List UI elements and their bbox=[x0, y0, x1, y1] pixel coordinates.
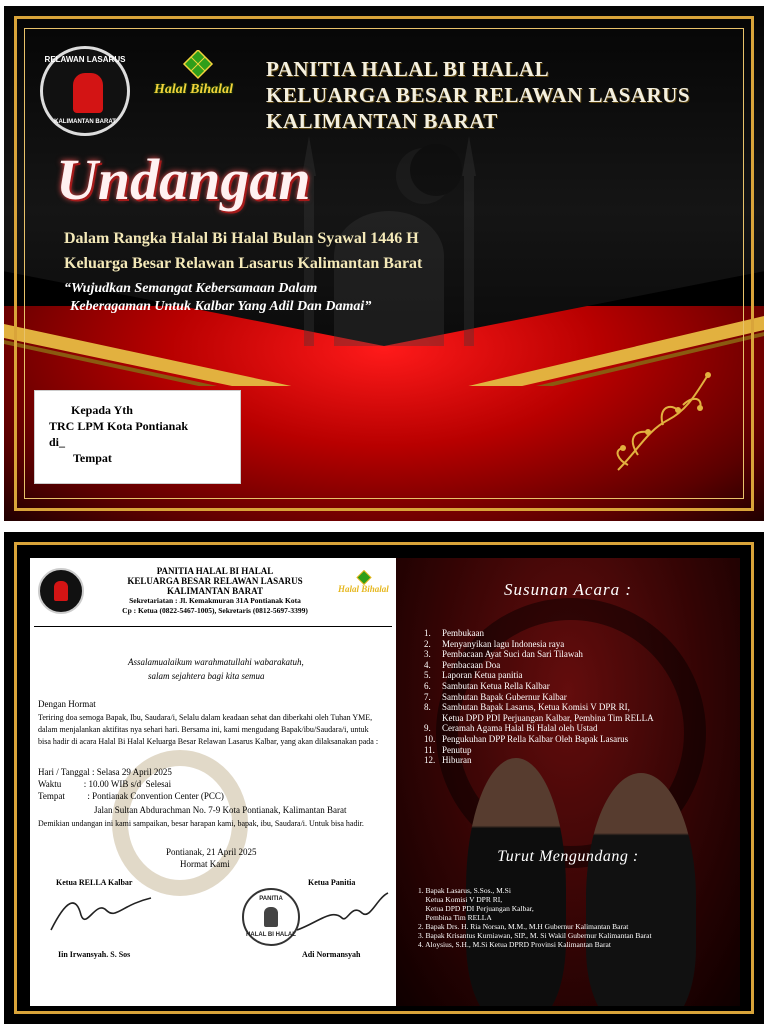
schedule-item bbox=[424, 734, 654, 745]
event-date: Hari / Tanggal : Selasa 29 April 2025 bbox=[38, 767, 172, 777]
header-divider bbox=[34, 626, 392, 627]
invitees-list bbox=[418, 886, 652, 949]
letter-header bbox=[90, 566, 340, 616]
invitee-item: Ketua Komisi V DPR RI, bbox=[418, 895, 503, 904]
schedule-item bbox=[424, 681, 654, 692]
schedule-item bbox=[424, 639, 654, 650]
schedule-item bbox=[424, 702, 654, 713]
letter-body-3: bisa hadir di acara Halal Bi Halal Keluarga Besar Relawan Lasarus Kalbar, yang akan dilaksanakan pada : bbox=[38, 737, 379, 746]
schedule-item-number: 2. bbox=[424, 638, 431, 649]
invitee-item: 3. Bapak Krisantus Kurniawan, SIP., M. Si Wakil Gubernur Kalimantan Barat bbox=[418, 931, 652, 940]
logo-text-top: RELAWAN LASARUS bbox=[44, 55, 126, 64]
signer-1-name: Iin Irwansyah. S. Sos bbox=[58, 950, 131, 959]
schedule-item bbox=[424, 670, 654, 681]
schedule-item-text: Laporan Ketua panitia bbox=[442, 670, 523, 681]
recipient-di: di_ bbox=[49, 435, 66, 449]
schedule-item-number: 5. bbox=[424, 670, 431, 681]
halal-bihalal-logo-small bbox=[338, 570, 390, 610]
logo-text-bottom: KALIMANTAN BARAT bbox=[54, 119, 116, 125]
letter-closing: Demikian undangan ini kami sampaikan, besar harapan kami, bapak, ibu, Saudara/i. Untuk bisa hadir. bbox=[38, 819, 364, 828]
salam-line-2: salam sejahtera bagi kita semua bbox=[148, 671, 265, 681]
stamp-text-bottom: HALAL BI HALAL bbox=[246, 932, 296, 938]
schedule-item-number: 11. bbox=[424, 744, 435, 755]
schedule-item-number: 6. bbox=[424, 680, 431, 691]
gold-floral-ornament-icon bbox=[608, 370, 718, 480]
schedule-item-number: 3. bbox=[424, 649, 431, 660]
schedule-item-number: 1. bbox=[424, 628, 431, 638]
signer-2-title: Ketua Panitia bbox=[308, 878, 356, 887]
letter-date: Pontianak, 21 April 2025 bbox=[166, 847, 257, 857]
letter-body-1: Teriring doa semoga Bapak, Ibu, Saudara/i, Selalu dalam keadaan sehat dan diberkahi oleh Tuhan YME, bbox=[38, 713, 373, 722]
schedule-item-text: Pembacaan Doa bbox=[442, 659, 501, 670]
subtitle-line-1: Dalam Rangka Halal Bi Halal Bulan Syawal 1446 H bbox=[64, 230, 419, 247]
schedule-item bbox=[424, 745, 654, 756]
invitee-item: Pembina Tim RELLA bbox=[418, 913, 492, 922]
invitation-cover bbox=[4, 6, 764, 521]
schedule-item bbox=[424, 628, 654, 639]
schedule-item-number: 12. bbox=[424, 755, 436, 766]
invitee-item: 4. Aloysius, S.H., M.Si Ketua DPRD Provinsi Kalimantan Barat bbox=[418, 940, 611, 949]
signature-2-icon bbox=[292, 888, 392, 938]
schedule-item-number: 9. bbox=[424, 723, 431, 734]
recipient-place: Tempat bbox=[73, 451, 112, 465]
motto-quote bbox=[64, 280, 371, 316]
schedule-item-text: Sambutan Ketua Rella Kalbar bbox=[442, 680, 550, 691]
schedule-item-text: Pembukaan bbox=[442, 628, 484, 638]
invitation-title: Undangan bbox=[56, 147, 311, 212]
letter-greeting: Dengan Hormat bbox=[38, 699, 96, 709]
schedule-item-text: Menyanyikan lagu Indonesia raya bbox=[442, 638, 565, 649]
header-address: Sekretariatan : Jl. Kemakmuran 31A Pontianak Kota bbox=[129, 596, 301, 605]
event-subtitle bbox=[64, 226, 422, 276]
schedule-item-number: 7. bbox=[424, 691, 431, 702]
signature-1-icon bbox=[46, 890, 156, 936]
header-line-3: KALIMANTAN BARAT bbox=[167, 586, 263, 596]
header-line-1: PANITIA HALAL BI HALAL bbox=[156, 566, 274, 576]
halal-logo-text: Halal Bihalal bbox=[338, 584, 389, 594]
event-address: Jalan Sultan Abdurachman No. 7-9 Kota Pontianak, Kalimantan Barat bbox=[94, 805, 347, 815]
schedule-item bbox=[424, 713, 654, 724]
committee-line-1: PANITIA HALAL BI HALAL bbox=[266, 57, 550, 81]
committee-line-3: KALIMANTAN BARAT bbox=[266, 109, 498, 133]
schedule-item-text: Penutup bbox=[442, 744, 472, 755]
lasarus-logo bbox=[40, 46, 130, 136]
schedule-item-text: Sambutan Bapak Gubernur Kalbar bbox=[442, 691, 567, 702]
schedule-item bbox=[424, 723, 654, 734]
halal-logo-text: Halal Bihalal bbox=[154, 82, 233, 97]
header-line-2: KELUARGA BESAR RELAWAN LASARUS bbox=[127, 576, 303, 586]
person-figure-icon bbox=[264, 907, 278, 927]
schedule-title: Susunan Acara : bbox=[503, 580, 632, 599]
schedule-item bbox=[424, 692, 654, 703]
lasarus-logo-small bbox=[38, 568, 84, 614]
schedule-item-text: Pengukuhan DPP Rella Kalbar Oleh Bapak Lasarus bbox=[442, 733, 629, 744]
letter-respect: Hormat Kami bbox=[180, 859, 230, 869]
committee-line-2: KELUARGA BESAR RELAWAN LASARUS bbox=[266, 83, 691, 107]
subtitle-line-2: Keluarga Besar Relawan Lasarus Kalimantan Barat bbox=[64, 255, 423, 272]
recipient-name: TRC LPM Kota Pontianak bbox=[49, 419, 189, 433]
schedule-item bbox=[424, 755, 654, 766]
person-figure-icon bbox=[73, 73, 103, 113]
letter-panel bbox=[30, 558, 396, 1006]
schedule-item-text: Sambutan Bapak Lasarus, Ketua Komisi V DPR RI, bbox=[442, 702, 630, 713]
schedule-item-text: Pembacaan Ayat Suci dan Sari Tilawah bbox=[442, 649, 583, 660]
schedule-item-text: Ketua DPD PDI Perjuangan Kalbar, Pembina Tim RELLA bbox=[442, 712, 654, 723]
recipient-salutation: Kepada Yth bbox=[71, 403, 133, 417]
schedule-item-number: 8. bbox=[424, 702, 431, 713]
schedule-panel bbox=[396, 558, 740, 1006]
invitee-item: Ketua DPD PDI Perjuangan Kalbar, bbox=[418, 904, 534, 913]
schedule-item-text: Ceramah Agama Halal Bi Halal oleh Ustad bbox=[442, 723, 598, 734]
letter-body-2: dalam menjalankan aktifitas nya sehari hari. Bersama ini, kami mengudang Bapak/ibu/Saudara/i, untuk bbox=[38, 725, 369, 734]
stamp-text-top: PANITIA bbox=[259, 896, 283, 902]
event-time: Waktu : 10.00 WIB s/d Selesai bbox=[38, 779, 172, 789]
signer-1-title: Ketua RELLA Kalbar bbox=[56, 878, 133, 887]
committee-heading bbox=[266, 56, 690, 134]
schedule-item-text: Hiburan bbox=[442, 755, 472, 766]
schedule-item-number: 4. bbox=[424, 659, 431, 670]
event-place: Tempat : Pontianak Convention Center (PCC) bbox=[38, 791, 224, 801]
invitation-letter bbox=[4, 532, 764, 1024]
invitee-item: 1. Bapak Lasarus, S.Sos., M.Si bbox=[418, 886, 511, 895]
schedule-item bbox=[424, 660, 654, 671]
schedule-list bbox=[424, 628, 654, 766]
signer-2-name: Adi Normansyah bbox=[302, 950, 361, 959]
person-figure-icon bbox=[54, 581, 68, 601]
schedule-item bbox=[424, 649, 654, 660]
invitee-item: 2. Bapak Drs. H. Ria Norsan, M.M., M.H Gubernur Kalimantan Barat bbox=[418, 922, 629, 931]
ketupat-icon bbox=[178, 50, 218, 80]
quote-line-2: Keberagaman Untuk Kalbar Yang Adil Dan Damai” bbox=[70, 299, 372, 314]
halal-bihalal-logo bbox=[150, 50, 250, 130]
recipient-box bbox=[34, 390, 241, 484]
header-contact: Cp : Ketua (0822-5467-1005), Sekretaris (0812-5697-3399) bbox=[122, 606, 308, 615]
quote-line-1: “Wujudkan Semangat Kebersamaan Dalam bbox=[64, 281, 318, 296]
invitees-title: Turut Mengundang : bbox=[497, 848, 639, 865]
salam-line-1: Assalamualaikum warahmatullahi wabarakatuh, bbox=[128, 657, 304, 667]
schedule-item-number: 10. bbox=[424, 733, 436, 744]
